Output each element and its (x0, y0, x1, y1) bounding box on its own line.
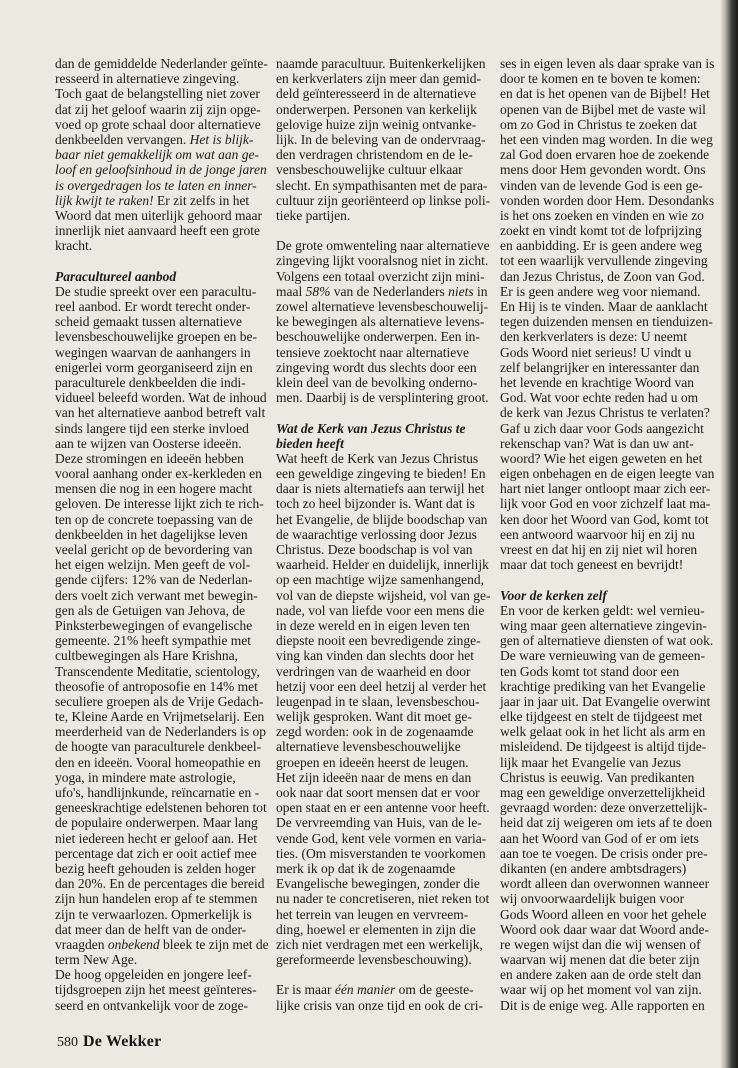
italic-text: 58% (305, 283, 331, 299)
text-line: alternatieve levensbeschouwelijke (276, 739, 461, 755)
text-line: krachtige prediking van het Evangelie (500, 678, 706, 694)
text-column-left (55, 56, 271, 1013)
text-line: den verdragen christendom en de le- (276, 147, 473, 163)
text-line: lijke crisis van onze tijd en ook de cri- (276, 997, 483, 1013)
text-line: vooral aanhang onder ex-kerkleden en (55, 466, 262, 482)
text-line: Volgens een totaal overzicht zijn mini- (276, 268, 485, 284)
text-line: Evangelische bewegingen, zonder die (276, 876, 480, 892)
text-line: ding, hoewel er elementen in zijn die (276, 921, 476, 937)
text-line: mag een geweldige onverzettelijkheid (500, 785, 706, 800)
text-line: gen of alternatieve diensten of wat ook. (500, 633, 714, 649)
section-heading (276, 421, 494, 451)
text-run: om de geeste- (395, 982, 474, 998)
text-line: re wegen wijst dan die wij wensen of (500, 936, 701, 952)
text-line: de kerk van Jezus Christus te verlaten? (500, 405, 710, 421)
paragraph (55, 284, 271, 967)
text-line: niet iedereen hecht er geloof aan. Het (55, 830, 258, 846)
text-line: Woord dat men uiterlijk gehoord maar (55, 207, 262, 223)
text-line: De hoog opgeleiden en jongere leef- (55, 967, 252, 983)
text-line: het levende en krachtige Woord van (500, 374, 694, 390)
text-line: verdringen van de waarheid en door (276, 663, 471, 679)
text-line: zijn hun handelen erop af te stemmen (55, 891, 258, 907)
text-line: Wat heeft de Kerk van Jezus Christus (276, 450, 479, 466)
text-line: klein deel van de bevolking onderno- (276, 374, 478, 390)
text-line: welk gelaat ook in het licht als arm en (500, 724, 706, 740)
text-line: het eigen welzijn. Men geeft de vol- (55, 557, 251, 573)
text-line: zowel alternatieve levensbeschouwelij- (276, 299, 489, 314)
article-section (500, 588, 718, 1013)
text-line: Dit is de enige weg. Alle rapporten en (500, 997, 705, 1013)
paragraph (500, 56, 718, 572)
text-line: cultbewegingen als Hare Krishna, (55, 648, 238, 664)
text-line (55, 147, 271, 162)
text-line: zal God doen ervaren hoe de zoekende (500, 147, 710, 163)
text-line: gevraagd worden: deze onverzettelijk- (500, 800, 708, 816)
text-line: waar wij op het moment vol van zijn. (500, 982, 702, 998)
text-line: ufo's, handlijnkunde, reïncarnatie en - (55, 785, 260, 800)
text-line: geneeskrachtige edelstenen behoren tot (55, 800, 267, 816)
italic-text: niets (448, 283, 474, 299)
text-line: bezig heeft gehouden is zelden hoger (55, 860, 256, 876)
text-line: Christus. Deze boodschap is vol van (276, 542, 473, 557)
text-line: vidueel beleefd worden. Wat de inhoud (55, 390, 267, 406)
text-line: wij onvoorwaardelijk buigen voor (500, 891, 685, 907)
text-line: de hoogte van paraculturele denkbeel- (55, 739, 262, 755)
text-line: jaar in jaar uit. Dat Evangelie overwint (500, 693, 711, 709)
text-line: wegingen waarvan de aanhangers in (55, 344, 251, 360)
text-column-right (500, 56, 718, 1013)
text-line: dikanten (en andere ambtsdragers) (500, 860, 687, 876)
text-line: het Evangelie, de blijde boodschap van (276, 511, 488, 527)
text-line (55, 132, 271, 147)
text-line: Transcendente Meditatie, scientology, (55, 663, 260, 679)
text-line: Christus is eeuwig. Van predikanten (500, 769, 695, 785)
text-line: wordt alleen dan overwonnen wanneer (500, 876, 710, 892)
text-line: dat zij het geloof waarin zij zijn opge- (55, 101, 261, 117)
text-line: aan toe te voegen. De crisis onder pre- (500, 845, 708, 861)
text-line: bieden heeft (276, 435, 344, 451)
text-line: te, Kleine Aarde en Vrijmetselarij. Een (55, 709, 265, 725)
text-line: vinden van de levende God is een ge- (500, 177, 703, 193)
text-line: rekenschap van? Wat is dan uw ant- (500, 435, 694, 451)
text-line: gen als de Getuigen van Jehova, de (55, 602, 246, 618)
text-line: de waarachtige verlossing door Jezus (276, 526, 477, 542)
text-line: Voor de kerken zelf (500, 587, 607, 603)
text-line: zingeving lijkt vooralsnog niet in zicht. (276, 253, 489, 269)
text-line: mens door Hem gevonden wordt. Ons (500, 162, 706, 178)
text-line: meerderheid van de Nederlanders is op (55, 724, 267, 740)
text-line: dan de gemiddelde Nederlander geïnte- (55, 56, 268, 71)
text-line: vreest en dat hij en zij niet wil horen (500, 542, 698, 557)
text-line: dan Jezus Christus, de Zoon van God. (500, 268, 705, 284)
text-line: innerlijk niet aanvaard heeft een grote (55, 223, 261, 239)
text-line: ke bewegingen als alternatieve levens- (276, 314, 485, 330)
text-line: resseerd in alternatieve zingeving. (55, 71, 240, 87)
text-line: het terrein van leugen en vervreem- (276, 906, 469, 922)
paragraph (276, 56, 494, 223)
text-line: de populaire onderwerpen. Maar lang (55, 815, 258, 831)
text-line: De vervreemding van Huis, van de le- (276, 815, 482, 831)
text-line: gelovige huize zijn weinig ontvanke- (276, 116, 477, 132)
text-line: slecht. En sympathisanten met de para- (276, 177, 488, 193)
text-line: De studie spreekt over een paracultu- (55, 283, 257, 299)
italic-text: lijk kwijt te raken! (55, 192, 154, 208)
italic-text: één manier (334, 982, 396, 998)
text-line: deld geïnteresseerd in de alternatieve (276, 86, 477, 102)
text-line: Toch gaat de belangstelling niet zover (55, 86, 260, 102)
text-line: reel aanbod. Er wordt terecht onder- (55, 299, 251, 314)
text-line: scheid gemaakt tussen alternatieve (55, 314, 243, 330)
text-run: Er zit zelfs in het (153, 192, 250, 208)
text-line (276, 284, 494, 299)
article-section (55, 56, 271, 253)
text-line: groepen en ideeën heerst de leugen. (276, 754, 469, 770)
text-line: hart niet langer ontloopt maar zich eer- (500, 481, 711, 497)
paragraph (55, 967, 271, 1013)
text-line: tensieve zoektocht naar alternatieve (276, 344, 470, 360)
text-line: mensen die nog in een hogere macht (55, 481, 253, 497)
paragraph (276, 451, 494, 967)
text-line: tieke partijen. (276, 207, 351, 223)
text-line: het een vinden mag worden. In die weg (500, 131, 713, 147)
text-line: welijk gesproken. Want dit moet ge- (276, 709, 472, 725)
text-line: En voor de kerken geldt: wel vernieu- (500, 602, 705, 618)
text-line: woord? Wie het eigen geweten en het (500, 450, 703, 466)
text-line: zich niet verdragen met een werkelijk, (276, 936, 483, 952)
text-line: een antwoord waarvoor hij en zij nu (500, 526, 695, 542)
text-line: den en ideeën. Vooral homeopathie en (55, 754, 261, 770)
text-line: gemeente. 21% heeft sympathie met (55, 633, 252, 649)
text-run: denkbeelden vervangen. (55, 131, 190, 147)
text-line: wing maar geen alternatieve zingevin- (500, 617, 707, 633)
text-line (55, 193, 271, 208)
text-line (55, 162, 271, 177)
text-line: vende God, kent vele vormen en varia- (276, 830, 487, 846)
section-heading (500, 588, 718, 603)
text-line: hetzij voor een deel hetzij al verder het (276, 678, 487, 694)
text-line: vensbeschouwelijke cultuur elkaar (276, 162, 463, 178)
text-line: een geweldige zingeving te bieden! En (276, 466, 486, 482)
article-section (276, 982, 494, 1012)
italic-text: Het is blijk- (189, 131, 254, 147)
text-run: van de Nederlanders (330, 283, 449, 299)
paragraph (500, 603, 718, 1013)
text-line: Gaf u zich daar voor Gods aangezicht (500, 420, 704, 436)
text-line: veelal gericht op de bevordering van (55, 542, 253, 557)
text-line: lijk maar het Evangelie van Jezus (500, 754, 682, 770)
text-line: seerd en ontvankelijk voor de zoge- (55, 997, 249, 1013)
text-run: in (473, 283, 488, 299)
text-line: zegd worden: ook in de zogenaamde (276, 724, 474, 740)
article-section (276, 421, 494, 968)
text-line: gereformeerde levensbeschouwing). (276, 952, 472, 968)
text-line: aan te wijzen van Oosterse ideeën. (55, 435, 242, 451)
text-line: seculiere groepen als de Vrije Gedach- (55, 693, 264, 709)
text-line: percentage dat zich er ooit actief mee (55, 845, 257, 861)
text-run: vraagden (55, 936, 108, 952)
section-heading (55, 269, 271, 284)
text-line: Pinksterbewegingen of evangelische (55, 617, 253, 633)
article-section (276, 238, 494, 405)
text-line: lijk voor God en voor zichzelf laat ma- (500, 496, 711, 512)
text-line (276, 982, 494, 997)
text-line: ten Gods komt tot stand door een (500, 663, 680, 679)
text-line: beschouwelijke onderwerpen. Een in- (276, 329, 480, 345)
italic-text: onbekend (107, 936, 160, 952)
text-line: waarheid. Helder en duidelijk, innerlijk (276, 557, 489, 573)
text-line: door te komen en te boven te komen: (500, 71, 701, 87)
text-line: Gods Woord alleen en voor het gehele (500, 906, 707, 922)
text-column-middle (276, 56, 494, 1013)
text-run: bleek te zijn met de (159, 936, 269, 952)
article-section (500, 56, 718, 572)
text-line: ten op de concrete toepassing van de (55, 511, 253, 527)
text-line: levensbeschouwelijke groepen en be- (55, 329, 258, 345)
text-line: openen van de Bijbel met de vaste wil (500, 101, 706, 117)
text-line: elke tijdgeest en stelt de tijdgeest met (500, 709, 703, 725)
text-line: zijn te verwaarlozen. Opmerkelijk is (55, 906, 252, 922)
text-line: open staat en er een antenne voor heeft. (276, 800, 490, 816)
text-line: En Hij is te vinden. Maar de aanklacht (500, 299, 708, 314)
text-line: Wat de Kerk van Jezus Christus te (276, 420, 466, 436)
text-run: maal (276, 283, 306, 299)
text-line: Deze stromingen en ideeën hebben (55, 450, 244, 466)
text-line: men. Daarbij is de versplintering groot. (276, 390, 489, 406)
text-line: Woord ook daar waar dat Woord ande- (500, 921, 709, 937)
text-line: zelf belangrijker en interessanter dan (500, 359, 700, 375)
text-line: ook naar dat soort mensen dat er voor (276, 785, 480, 800)
text-line: en aanbidding. Er is geen andere weg (500, 238, 703, 254)
text-line: den kerkverlaters is deze: U neemt (500, 329, 688, 345)
text-line: diepste nooit een bevredigende zinge- (276, 633, 481, 649)
text-line: gende cijfers: 12% van de Nederlan- (55, 572, 253, 588)
text-line: Paracultureel aanbod (55, 268, 177, 284)
text-line: ders voelt zich verwant met bewegin- (55, 587, 258, 603)
text-line: voed op grote schaal door alternatieve (55, 116, 261, 132)
page-footer (57, 1032, 161, 1052)
text-line: merk ik op dat ik de zogenaamde (276, 860, 456, 876)
text-line: waarvan wij menen dat die beter zijn (500, 952, 700, 968)
text-line: dat meer dan de helft van de onder- (55, 921, 247, 937)
text-line: op een machtige wijze samenhangend, (276, 572, 485, 588)
text-line: maar dat toch geneest en bevrijdt! (500, 557, 684, 573)
text-line: lijk. In de beleving van de ondervraag- (276, 131, 486, 147)
text-line: onderwerpen. Personen van kerkelijk (276, 101, 477, 117)
text-line: en dat is het openen van de Bijbel! Het (500, 86, 710, 102)
text-line: cultuur zijn georiënteerd op linkse poli- (276, 192, 491, 208)
text-line: ken door het Woord van God, komt tot (500, 511, 709, 527)
scan-binding-shadow (720, 0, 738, 1068)
text-line: De grote omwenteling naar alternatieve (276, 238, 490, 254)
text-line (55, 937, 271, 952)
paragraph (276, 238, 494, 405)
text-line: nu nader te concretiseren, niet reken tot (276, 891, 490, 907)
text-line: De ware vernieuwing van de gemeen- (500, 648, 706, 664)
text-line: Er is geen andere weg voor niemand. (500, 283, 701, 299)
text-line: en kerkverlaters zijn meer dan gemid- (276, 71, 482, 87)
text-line: dan 20%. En de percentages die bereid (55, 876, 265, 892)
text-line: enigerlei vorm georganiseerd zijn en (55, 359, 253, 375)
text-line: paraculturele denkbeelden die indi- (55, 374, 246, 390)
text-line: vonden worden door Hem. Desondanks (500, 192, 715, 208)
text-line: tijdsgroepen zijn het meest geïnteres- (55, 982, 257, 998)
article-section (55, 269, 271, 1013)
text-line: heid dat zij weigeren om iets af te doen (500, 815, 713, 831)
text-line: daar is niets alternatiefs aan terwijl het (276, 481, 485, 497)
text-line: ties. (Om misverstanden te voorkomen (276, 845, 486, 861)
text-line: toch zo heel bijzonder is. Want dat is (276, 496, 475, 512)
page-number: 580 (57, 1035, 78, 1050)
text-line (55, 178, 271, 193)
text-line: aan het Woord van God of er om iets (500, 830, 699, 846)
text-line: tot een waarlijk vervullende zingeving (500, 253, 708, 269)
text-line: yoga, in mindere mate astrologie, (55, 769, 236, 785)
text-line: en andere zaken aan de orde stelt dan (500, 967, 702, 983)
text-line: is het ons zoeken en vinden en wie zo (500, 207, 704, 223)
text-line: vol van de diepste wijsheid, vol van ge- (276, 587, 491, 603)
text-line: om zo God in Christus te zoeken dat (500, 116, 697, 132)
paragraph (55, 56, 271, 253)
paragraph (276, 982, 494, 1012)
text-line: sinds langere tijd een sterke invloed (55, 420, 249, 436)
text-line: tegen duizenden mensen en tienduizen- (500, 314, 713, 330)
text-line: in deze wereld en in eigen leven ten (276, 617, 470, 633)
italic-text: loof en geloofsinhoud in de jonge jaren (55, 162, 267, 178)
text-line: van het alternatieve aanbod betreft valt (55, 405, 266, 421)
text-line: denkbeelden in het dagelijkse leven (55, 526, 248, 542)
italic-text: baar niet gemakkelijk om wat aan ge- (55, 147, 259, 163)
text-line: Het zijn ideeën naar de mens en dan (276, 769, 472, 785)
text-line: geloven. De interesse lijkt zich te rich- (55, 496, 264, 512)
text-line: naamde paracultuur. Buitenkerkelijken (276, 56, 486, 71)
text-line: ving kan vinden dan slechts door het (276, 648, 474, 664)
text-run: Er is maar (276, 982, 335, 998)
text-line: kracht. (55, 238, 93, 254)
text-line: term New Age. (55, 952, 138, 968)
text-line: leugenpad in te slaan, levensbeschou- (276, 693, 480, 709)
text-line: misleidend. De tijdgeest is altijd tijde- (500, 739, 707, 755)
article-section (276, 56, 494, 223)
text-line: theosofie of antroposofie en 14% met (55, 678, 258, 694)
text-line: God. Wat voor echte reden had u om (500, 390, 699, 406)
text-line: ses in eigen leven als daar sprake van is (500, 56, 715, 71)
text-line: Gods Woord niet serieus! U vindt u (500, 344, 692, 360)
text-line: eigen onbehagen en de eigen leegte van (500, 466, 715, 482)
text-line: nade, vol van liefde voor een mens die (276, 602, 485, 618)
publication-name: De Wekker (83, 1033, 162, 1050)
text-line: zoekt en vindt komt tot de lofprijzing (500, 223, 702, 239)
italic-text: is overgedragen los te laten en inner- (55, 177, 257, 193)
text-line: zingeving wordt dus slechts door een (276, 359, 477, 375)
